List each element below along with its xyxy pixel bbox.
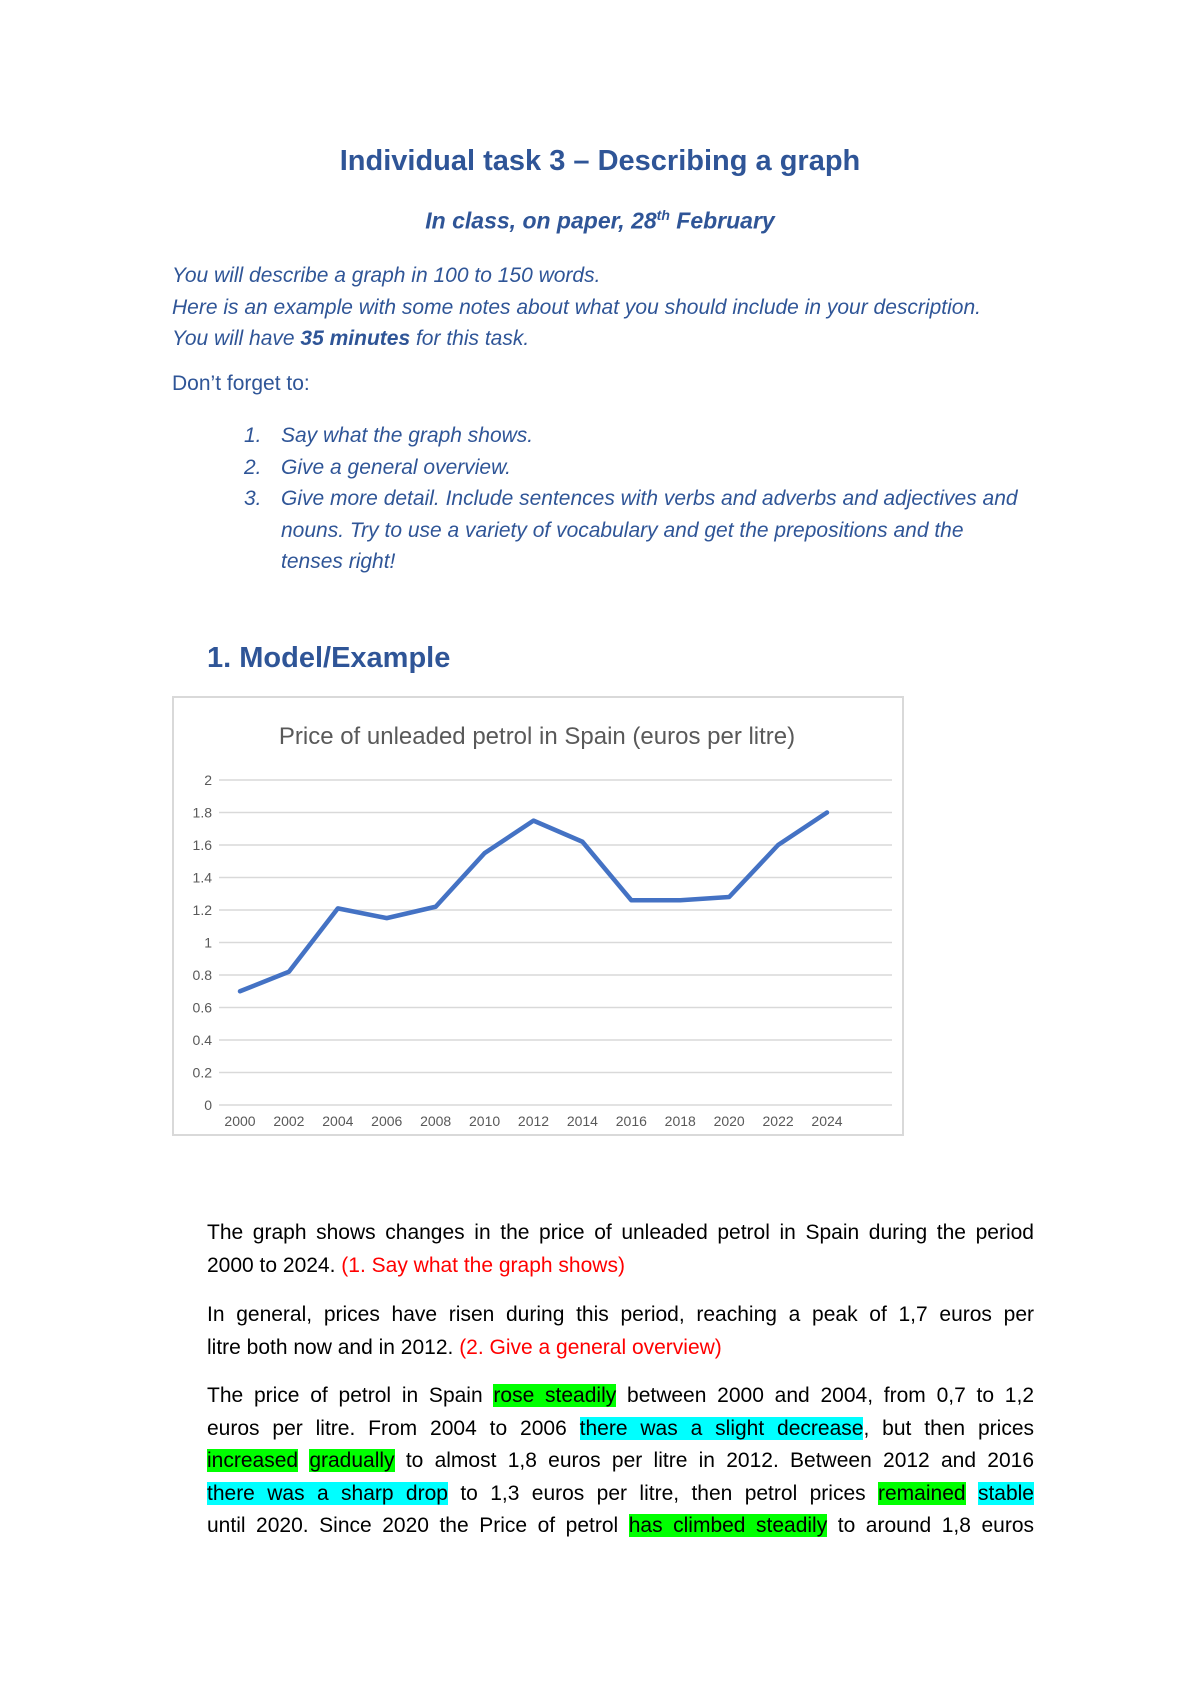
intro-line-3-post: for this task. <box>410 327 530 350</box>
time-limit: 35 minutes <box>300 327 411 350</box>
list-item <box>244 452 1024 484</box>
y-tick-label: 0.6 <box>192 999 212 1016</box>
x-tick-label: 2016 <box>615 1113 647 1129</box>
y-tick-label: 2 <box>204 772 212 788</box>
p3-line-5 <box>207 1510 1034 1543</box>
y-tick-label: 1.4 <box>192 869 212 886</box>
intro-line-3 <box>172 323 981 355</box>
list-item <box>244 420 1024 452</box>
x-tick-label: 2004 <box>322 1113 354 1129</box>
p3-line-1 <box>207 1380 1034 1413</box>
y-tick-label: 0.2 <box>192 1064 212 1081</box>
p2-line-1: In general, prices have risen during this period, reaching a peak of 1,7 euros per <box>207 1303 1034 1326</box>
highlight-phrase: rose steadily <box>493 1384 617 1407</box>
list-text: Give a general overview. <box>281 455 511 479</box>
y-tick-label: 0.8 <box>192 967 212 983</box>
x-tick-label: 2020 <box>713 1113 745 1129</box>
list-number: 3. <box>244 487 262 510</box>
p3-text: between 2000 and 2004, from 0,7 to 1,2 <box>616 1384 1035 1407</box>
highlight-phrase: increased <box>207 1449 299 1472</box>
y-tick-label: 1.2 <box>192 902 212 918</box>
section-heading: 1. Model/Example <box>207 642 451 674</box>
highlight-phrase: gradually <box>309 1449 395 1472</box>
paragraph-shows <box>207 1217 1034 1282</box>
x-tick-label: 2002 <box>273 1113 305 1129</box>
intro-line-3-pre: You will have <box>172 327 301 350</box>
list-number: 1. <box>244 424 262 447</box>
highlight-phrase: remained <box>878 1481 966 1505</box>
highlight-phrase: has climbed steadily <box>628 1514 828 1537</box>
reminder-label: Don’t forget to: <box>172 372 310 395</box>
highlight-phrase: stable <box>977 1481 1034 1505</box>
list-text: Say what the graph shows. <box>281 424 534 447</box>
p3-text: to almost 1,8 euros per litre in 2012. Between 2012 and 2016 <box>394 1449 1034 1472</box>
page-subtitle <box>0 207 1200 235</box>
intro-line-1: You will describe a graph in 100 to 150 words. <box>172 264 601 287</box>
reminder-list <box>244 420 1024 578</box>
intro-line-2: Here is an example with some notes about what you should include in your description. <box>172 295 981 319</box>
line-chart <box>172 696 904 1136</box>
intro-block <box>172 260 981 355</box>
paragraph-detail <box>207 1380 1034 1543</box>
p1-line-2: 2000 to 2024. <box>207 1253 336 1277</box>
highlight-phrase: there was a slight decrease <box>579 1416 864 1440</box>
y-tick-label: 0.4 <box>192 1032 212 1048</box>
x-tick-label: 2018 <box>664 1113 696 1129</box>
y-tick-label: 0 <box>204 1097 212 1113</box>
p3-text: to around 1,8 euros <box>827 1514 1034 1537</box>
list-number: 2. <box>244 455 262 479</box>
chart-title: Price of unleaded petrol in Spain (euros per litre) <box>278 723 796 750</box>
p3-line-2 <box>207 1413 1034 1446</box>
list-item <box>244 483 1024 578</box>
page-title: Individual task 3 – Describing a graph <box>339 145 861 177</box>
x-tick-label: 2006 <box>371 1113 403 1129</box>
p3-text: , but then prices <box>863 1416 1035 1440</box>
x-tick-label: 2022 <box>762 1113 794 1129</box>
x-tick-label: 2024 <box>811 1113 843 1129</box>
y-tick-label: 1 <box>204 934 212 951</box>
chart-svg <box>174 698 901 1133</box>
p3-text: until 2020. Since 2020 the Price of petrol <box>207 1514 629 1537</box>
p2-line-2: litre both now and in 2012. <box>207 1335 454 1359</box>
y-tick-label: 1.6 <box>192 837 212 853</box>
x-tick-label: 2014 <box>566 1113 598 1129</box>
x-tick-label: 2010 <box>469 1113 501 1129</box>
y-tick-label: 1.8 <box>192 804 212 821</box>
series-line <box>240 813 827 992</box>
x-tick-label: 2008 <box>420 1113 452 1129</box>
highlight-phrase: there was a sharp drop <box>207 1481 448 1505</box>
p3-text: The price of petrol in Spain <box>207 1384 494 1407</box>
subtitle-month: February <box>669 207 775 234</box>
p3-text: to 1,3 euros per litre, then petrol prices <box>447 1481 878 1505</box>
list-text: Give more detail. Include sentences with verbs and adverbs and adjectives and nouns. Try to use a variety of vocabulary and get the prepositions and the tenses right! <box>281 487 1018 573</box>
x-tick-label: 2012 <box>517 1113 550 1129</box>
subtitle-text: In class, on paper, 28 <box>425 207 657 234</box>
p3-line-4 <box>207 1478 1034 1511</box>
subtitle-superscript: th <box>656 207 670 223</box>
note-2: (2. Give a general overview) <box>459 1335 722 1359</box>
note-1: (1. Say what the graph shows) <box>341 1253 625 1277</box>
x-tick-label: 2000 <box>224 1113 256 1129</box>
paragraph-overview <box>207 1299 1034 1364</box>
p3-line-3 <box>207 1445 1034 1478</box>
p1-line-1: The graph shows changes in the price of unleaded petrol in Spain during the period <box>207 1221 1034 1244</box>
p3-text: euros per litre. From 2004 to 2006 <box>207 1416 580 1440</box>
